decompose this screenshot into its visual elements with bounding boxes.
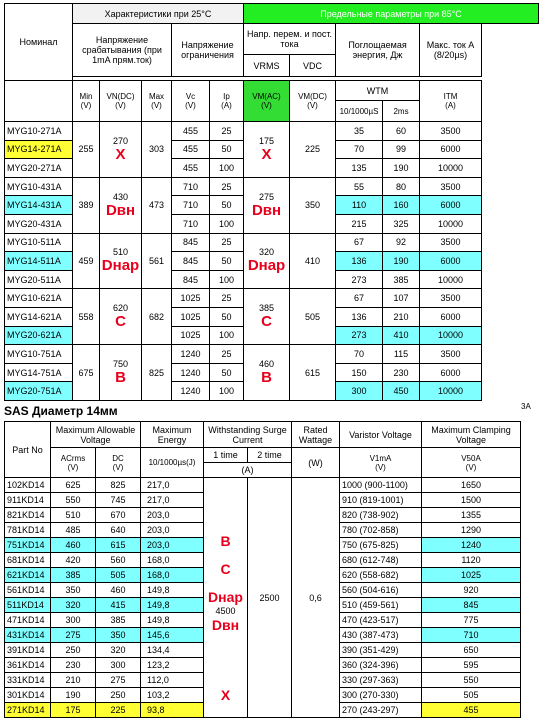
cell-dc: 415 [96, 598, 141, 613]
cell-acrms: 625 [51, 478, 96, 493]
cell-energy: 168,0 [141, 568, 204, 583]
cell-ip: 100 [210, 270, 244, 289]
header-ip: Ip (A) [210, 81, 244, 122]
cell-energy: 149,8 [141, 598, 204, 613]
cell-varistor-voltage: 680 (612-748) [340, 553, 422, 568]
cell-itm: 6000 [420, 140, 482, 159]
cell-energy: 112,0 [141, 673, 204, 688]
cell-energy-2ms: 450 [383, 382, 420, 401]
cell-clamp-voltage: 1025 [422, 568, 521, 583]
spacer [204, 506, 247, 520]
cell-vm-dc: 350 [290, 177, 336, 233]
cell-energy-2ms: 80 [383, 177, 420, 196]
cell-energy: 168,0 [141, 553, 204, 568]
cell-dc: 615 [96, 538, 141, 553]
header-vm-ac: VM(AC) (V) [244, 81, 290, 122]
cell-max: 303 [142, 122, 172, 178]
spacer [204, 478, 247, 492]
cell-nominal: MYG14-431A [5, 196, 73, 215]
side-note: 3A [521, 402, 531, 411]
spacer [204, 492, 247, 506]
cell-itm: 10000 [420, 270, 482, 289]
cell-energy-2ms: 190 [383, 159, 420, 178]
cell-vc: 1025 [172, 326, 210, 345]
cell-acrms: 385 [51, 568, 96, 583]
cell-part-no: 331KD14 [5, 673, 51, 688]
cell-itm: 3500 [420, 177, 482, 196]
cell-mark: X [220, 687, 231, 703]
cell-energy: 134,4 [141, 643, 204, 658]
cell-part-no: 301KD14 [5, 688, 51, 703]
cell-mark: B [220, 533, 231, 549]
cell-nominal: MYG20-751A [5, 382, 73, 401]
cell-ip: 100 [210, 159, 244, 178]
cell-acrms: 550 [51, 493, 96, 508]
cell-energy-2ms: 190 [383, 252, 420, 271]
cell-ip: 50 [210, 307, 244, 326]
cell-dc: 300 [96, 658, 141, 673]
cell-part-no: 621KD14 [5, 568, 51, 583]
cell-vc: 845 [172, 233, 210, 252]
cell-part-no: 821KD14 [5, 508, 51, 523]
cell-energy-10-1000: 70 [336, 345, 383, 364]
cell-energy-2ms: 230 [383, 363, 420, 382]
header-surge-unit: (A) [204, 463, 292, 478]
cell-energy-2ms: 99 [383, 140, 420, 159]
cell-clamp-voltage: 455 [422, 703, 521, 718]
cell-energy-10-1000: 35 [336, 122, 383, 141]
header-v50a: V50A (V) [422, 448, 521, 478]
cell-vc: 455 [172, 159, 210, 178]
cell-vm-dc: 225 [290, 122, 336, 178]
cell-vc: 710 [172, 196, 210, 215]
cell-dc: 670 [96, 508, 141, 523]
cell-ip: 50 [210, 140, 244, 159]
header-2-time: 2 time [248, 448, 292, 463]
cell-rated-wattage: 0,6 [292, 478, 340, 718]
cell-acrms: 300 [51, 613, 96, 628]
cell-min: 459 [73, 233, 100, 289]
cell-energy: 123,2 [141, 658, 204, 673]
cell-varistor-voltage: 430 (387-473) [340, 628, 422, 643]
cell-dc: 320 [96, 643, 141, 658]
cell-nominal: MYG20-621A [5, 326, 73, 345]
cell-vm-ac [244, 233, 290, 289]
cell-nominal: MYG10-511A [5, 233, 73, 252]
header-max-energy: Maximum Energy [141, 422, 204, 448]
cell-part-no: 911KD14 [5, 493, 51, 508]
cell-ip: 25 [210, 289, 244, 308]
cell-itm: 10000 [420, 382, 482, 401]
cell-varistor-voltage: 910 (819-1001) [340, 493, 422, 508]
header-energy-2ms: 2ms [383, 101, 420, 122]
cell-energy-10-1000: 110 [336, 196, 383, 215]
header-vc: Vc (V) [172, 81, 210, 122]
cell-part-no: 361KD14 [5, 658, 51, 673]
cell-nominal: MYG10-621A [5, 289, 73, 308]
sas-section-title: SAS Диаметр 14мм [4, 404, 118, 418]
cell-vm-ac-value: 275 [259, 191, 275, 202]
cell-itm: 6000 [420, 252, 482, 271]
spacer [204, 646, 247, 660]
header-vrms: VRMS [244, 55, 290, 77]
cell-varistor-voltage: 560 (504-616) [340, 583, 422, 598]
cell-varistor-voltage: 360 (324-396) [340, 658, 422, 673]
cell-energy: 145,6 [141, 628, 204, 643]
cell-vm-ac [244, 122, 290, 178]
cell-min: 558 [73, 289, 100, 345]
cell-max: 473 [142, 177, 172, 233]
header-characteristics-25c: Характеристики при 25°С [73, 4, 244, 24]
cell-varistor-voltage: 1000 (900-1100) [340, 478, 422, 493]
cell-clamp-voltage: 920 [422, 583, 521, 598]
cell-varistor-voltage: 510 (459-561) [340, 598, 422, 613]
cell-mark: Dвн [105, 201, 136, 219]
cell-energy-2ms: 92 [383, 233, 420, 252]
cell-vc: 455 [172, 122, 210, 141]
cell-varistor-voltage: 300 (270-330) [340, 688, 422, 703]
cell-part-no: 431KD14 [5, 628, 51, 643]
cell-vc: 1240 [172, 363, 210, 382]
cell-surge-1-time [204, 478, 248, 718]
cell-energy-10-1000: 70 [336, 140, 383, 159]
cell-clamp-voltage: 1500 [422, 493, 521, 508]
cell-vm-ac [244, 289, 290, 345]
table-row [5, 233, 539, 252]
cell-clamp-voltage: 595 [422, 658, 521, 673]
cell-varistor-voltage: 750 (675-825) [340, 538, 422, 553]
cell-varistor-voltage: 820 (738-902) [340, 508, 422, 523]
spacer [204, 632, 247, 646]
cell-part-no: 781KD14 [5, 523, 51, 538]
cell-mark: C [220, 561, 231, 577]
cell-varistor-voltage: 330 (297-363) [340, 673, 422, 688]
cell-dc: 385 [96, 613, 141, 628]
cell-dc: 460 [96, 583, 141, 598]
cell-clamp-voltage: 505 [422, 688, 521, 703]
header-dc: DC (V) [96, 448, 141, 478]
table-row [5, 122, 539, 141]
header-part-no: Part No [5, 422, 51, 478]
cell-clamp-voltage: 1240 [422, 538, 521, 553]
cell-dc: 825 [96, 478, 141, 493]
cell-max: 682 [142, 289, 172, 345]
cell-vn-value: 510 [112, 247, 129, 258]
cell-energy: 149,8 [141, 613, 204, 628]
cell-acrms: 190 [51, 688, 96, 703]
cell-nominal: MYG14-511A [5, 252, 73, 271]
cell-part-no: 751KD14 [5, 538, 51, 553]
cell-dc: 745 [96, 493, 141, 508]
cell-itm: 6000 [420, 363, 482, 382]
cell-vc: 455 [172, 140, 210, 159]
header-withstanding-surge-current: Withstanding Surge Current [204, 422, 292, 448]
cell-energy-2ms: 210 [383, 307, 420, 326]
cell-energy-10-1000: 135 [336, 159, 383, 178]
cell-acrms: 510 [51, 508, 96, 523]
cell-surge-2-time: 2500 [248, 478, 292, 718]
cell-energy: 217,0 [141, 493, 204, 508]
cell-energy: 217,0 [141, 478, 204, 493]
cell-mark: Dвн [251, 201, 282, 219]
header-clamp-voltage: Напряжение ограничения [172, 24, 244, 77]
cell-surge-1-value: 4500 [215, 606, 236, 616]
cell-vn [100, 233, 142, 289]
cell-energy-10-1000: 136 [336, 252, 383, 271]
cell-energy-10-1000: 300 [336, 382, 383, 401]
cell-acrms: 275 [51, 628, 96, 643]
cell-ip: 50 [210, 252, 244, 271]
cell-energy-10-1000: 67 [336, 233, 383, 252]
cell-vm-ac [244, 177, 290, 233]
cell-energy: 149,8 [141, 583, 204, 598]
cell-energy: 203,0 [141, 508, 204, 523]
header-energy-10-1000: 10/1000µS [336, 101, 383, 122]
cell-acrms: 250 [51, 643, 96, 658]
cell-part-no: 102KD14 [5, 478, 51, 493]
cell-ip: 100 [210, 326, 244, 345]
cell-energy: 93,8 [141, 703, 204, 718]
cell-mark: Dнар [247, 257, 286, 275]
cell-energy-2ms: 410 [383, 326, 420, 345]
spacer [204, 660, 247, 674]
spacer [204, 520, 247, 534]
cell-vc: 710 [172, 214, 210, 233]
spacer [204, 674, 247, 688]
header-1-time: 1 time [204, 448, 248, 463]
cell-energy-10-1000: 136 [336, 307, 383, 326]
cell-nominal: MYG10-431A [5, 177, 73, 196]
cell-vc: 845 [172, 270, 210, 289]
myg-varistor-table [4, 3, 539, 401]
cell-itm: 3500 [420, 345, 482, 364]
cell-acrms: 230 [51, 658, 96, 673]
cell-energy-10-1000: 273 [336, 270, 383, 289]
cell-varistor-voltage: 270 (243-297) [340, 703, 422, 718]
cell-vc: 845 [172, 252, 210, 271]
cell-mark: X [115, 145, 126, 163]
cell-energy-10-1000: 215 [336, 214, 383, 233]
cell-clamp-voltage: 710 [422, 628, 521, 643]
header-v1ma: V1mA (V) [340, 448, 422, 478]
cell-vc: 1025 [172, 289, 210, 308]
header-wtm: WTM [336, 81, 420, 101]
cell-clamp-voltage: 775 [422, 613, 521, 628]
cell-part-no: 561KD14 [5, 583, 51, 598]
header-energy-10-1000: 10/1000µs(J) [141, 448, 204, 478]
cell-vc: 1240 [172, 382, 210, 401]
cell-vc: 1025 [172, 307, 210, 326]
cell-energy: 103,2 [141, 688, 204, 703]
cell-ip: 25 [210, 122, 244, 141]
header-energy: Поглощаемая энергия, Дж [336, 24, 420, 77]
cell-energy-10-1000: 273 [336, 326, 383, 345]
cell-mark: C [261, 313, 272, 331]
sas-varistor-table [4, 421, 521, 718]
cell-max: 561 [142, 233, 172, 289]
cell-varistor-voltage: 620 (558-682) [340, 568, 422, 583]
cell-dc: 505 [96, 568, 141, 583]
cell-vm-ac [244, 345, 290, 401]
cell-mark: Dнар [208, 589, 243, 605]
cell-mark: B [261, 369, 272, 387]
cell-vm-dc: 410 [290, 233, 336, 289]
header-vn-dc: VN(DC) (V) [100, 81, 142, 122]
cell-dc: 640 [96, 523, 141, 538]
cell-mark: Dнар [101, 257, 140, 275]
cell-nominal: MYG14-271A [5, 140, 73, 159]
cell-energy: 203,0 [141, 523, 204, 538]
cell-energy-10-1000: 150 [336, 363, 383, 382]
cell-acrms: 210 [51, 673, 96, 688]
cell-nominal: MYG20-431A [5, 214, 73, 233]
cell-nominal: MYG20-511A [5, 270, 73, 289]
cell-vm-dc: 615 [290, 345, 336, 401]
cell-mark: B [115, 369, 126, 387]
cell-mark: X [261, 145, 272, 163]
cell-vn [100, 289, 142, 345]
spacer [204, 576, 247, 590]
cell-vm-ac-value: 320 [259, 247, 275, 258]
cell-min: 389 [73, 177, 100, 233]
cell-energy-2ms: 160 [383, 196, 420, 215]
cell-itm: 10000 [420, 214, 482, 233]
header-nominal: Номинал [5, 4, 73, 81]
cell-ip: 50 [210, 363, 244, 382]
cell-itm: 3500 [420, 289, 482, 308]
cell-clamp-voltage: 1650 [422, 478, 521, 493]
cell-nominal: MYG14-751A [5, 363, 73, 382]
cell-energy: 203,0 [141, 538, 204, 553]
cell-ip: 25 [210, 345, 244, 364]
header-rated-wattage: Rated Wattage [292, 422, 340, 448]
cell-acrms: 420 [51, 553, 96, 568]
cell-varistor-voltage: 390 (351-429) [340, 643, 422, 658]
header-itm: ITM (A) [420, 81, 482, 122]
cell-itm: 6000 [420, 196, 482, 215]
cell-energy-2ms: 115 [383, 345, 420, 364]
cell-clamp-voltage: 1290 [422, 523, 521, 538]
cell-energy-2ms: 385 [383, 270, 420, 289]
cell-vn [100, 122, 142, 178]
cell-acrms: 460 [51, 538, 96, 553]
cell-mark: C [115, 313, 126, 331]
header-acrms: ACrms (V) [51, 448, 96, 478]
cell-ip: 25 [210, 177, 244, 196]
table-row [5, 289, 539, 308]
cell-vn-value: 750 [112, 359, 129, 370]
table-row [5, 478, 521, 493]
header-limit-params-85c: Предельные параметры при 85°С [244, 4, 539, 24]
cell-itm: 10000 [420, 159, 482, 178]
cell-mark: Dвн [211, 617, 240, 633]
cell-clamp-voltage: 845 [422, 598, 521, 613]
cell-energy-2ms: 60 [383, 122, 420, 141]
cell-varistor-voltage: 780 (702-858) [340, 523, 422, 538]
cell-vc: 1240 [172, 345, 210, 364]
cell-itm: 3500 [420, 233, 482, 252]
cell-min: 255 [73, 122, 100, 178]
cell-dc: 560 [96, 553, 141, 568]
cell-part-no: 471KD14 [5, 613, 51, 628]
cell-ip: 25 [210, 233, 244, 252]
header-max-allowable-voltage: Maximum Allowable Voltage [51, 422, 141, 448]
cell-nominal: MYG10-271A [5, 122, 73, 141]
cell-clamp-voltage: 550 [422, 673, 521, 688]
cell-vn [100, 177, 142, 233]
cell-nominal: MYG14-621A [5, 307, 73, 326]
cell-part-no: 511KD14 [5, 598, 51, 613]
cell-dc: 350 [96, 628, 141, 643]
cell-vn-value: 270 [112, 135, 129, 146]
cell-nominal: MYG10-751A [5, 345, 73, 364]
cell-ip: 100 [210, 214, 244, 233]
cell-part-no: 271KD14 [5, 703, 51, 718]
cell-acrms: 485 [51, 523, 96, 538]
header-max-current: Макс. ток А (8/20µs) [420, 24, 482, 77]
header-trip-voltage: Напряжение срабатывания (при 1mA прям.ток) [73, 24, 172, 77]
cell-acrms: 320 [51, 598, 96, 613]
cell-vn-value: 620 [112, 303, 129, 314]
cell-acrms: 175 [51, 703, 96, 718]
cell-vm-ac-value: 385 [259, 303, 275, 314]
cell-vm-dc: 505 [290, 289, 336, 345]
header-max-voltage: Напр. перем. и пост. тока [244, 24, 336, 55]
cell-dc: 225 [96, 703, 141, 718]
cell-vm-ac-value: 460 [259, 359, 275, 370]
cell-ip: 100 [210, 382, 244, 401]
cell-itm: 6000 [420, 307, 482, 326]
header-vdc: VDC [290, 55, 336, 77]
table-row [5, 345, 539, 364]
header-max-clamping-voltage: Maximum Clamping Voltage [422, 422, 521, 448]
cell-energy-2ms: 107 [383, 289, 420, 308]
cell-clamp-voltage: 650 [422, 643, 521, 658]
table-row [5, 177, 539, 196]
cell-vn [100, 345, 142, 401]
cell-itm: 3500 [420, 122, 482, 141]
header-min: Min (V) [73, 81, 100, 122]
cell-itm: 10000 [420, 326, 482, 345]
cell-vm-ac-value: 175 [259, 135, 275, 146]
cell-acrms: 350 [51, 583, 96, 598]
cell-nominal: MYG20-271A [5, 159, 73, 178]
header-vm-dc: VM(DC) (V) [290, 81, 336, 122]
cell-vn-value: 430 [112, 191, 129, 202]
cell-part-no: 391KD14 [5, 643, 51, 658]
cell-energy-10-1000: 55 [336, 177, 383, 196]
cell-max: 825 [142, 345, 172, 401]
cell-min: 675 [73, 345, 100, 401]
cell-ip: 50 [210, 196, 244, 215]
cell-part-no: 681KD14 [5, 553, 51, 568]
cell-dc: 250 [96, 688, 141, 703]
header-max: Max (V) [142, 81, 172, 122]
cell-varistor-voltage: 470 (423-517) [340, 613, 422, 628]
cell-energy-2ms: 325 [383, 214, 420, 233]
cell-dc: 275 [96, 673, 141, 688]
cell-vc: 710 [172, 177, 210, 196]
header-wattage-unit: (W) [292, 448, 340, 478]
header-varistor-voltage: Varistor Voltage [340, 422, 422, 448]
cell-energy-10-1000: 67 [336, 289, 383, 308]
cell-clamp-voltage: 1120 [422, 553, 521, 568]
cell-clamp-voltage: 1355 [422, 508, 521, 523]
spacer [204, 548, 247, 562]
